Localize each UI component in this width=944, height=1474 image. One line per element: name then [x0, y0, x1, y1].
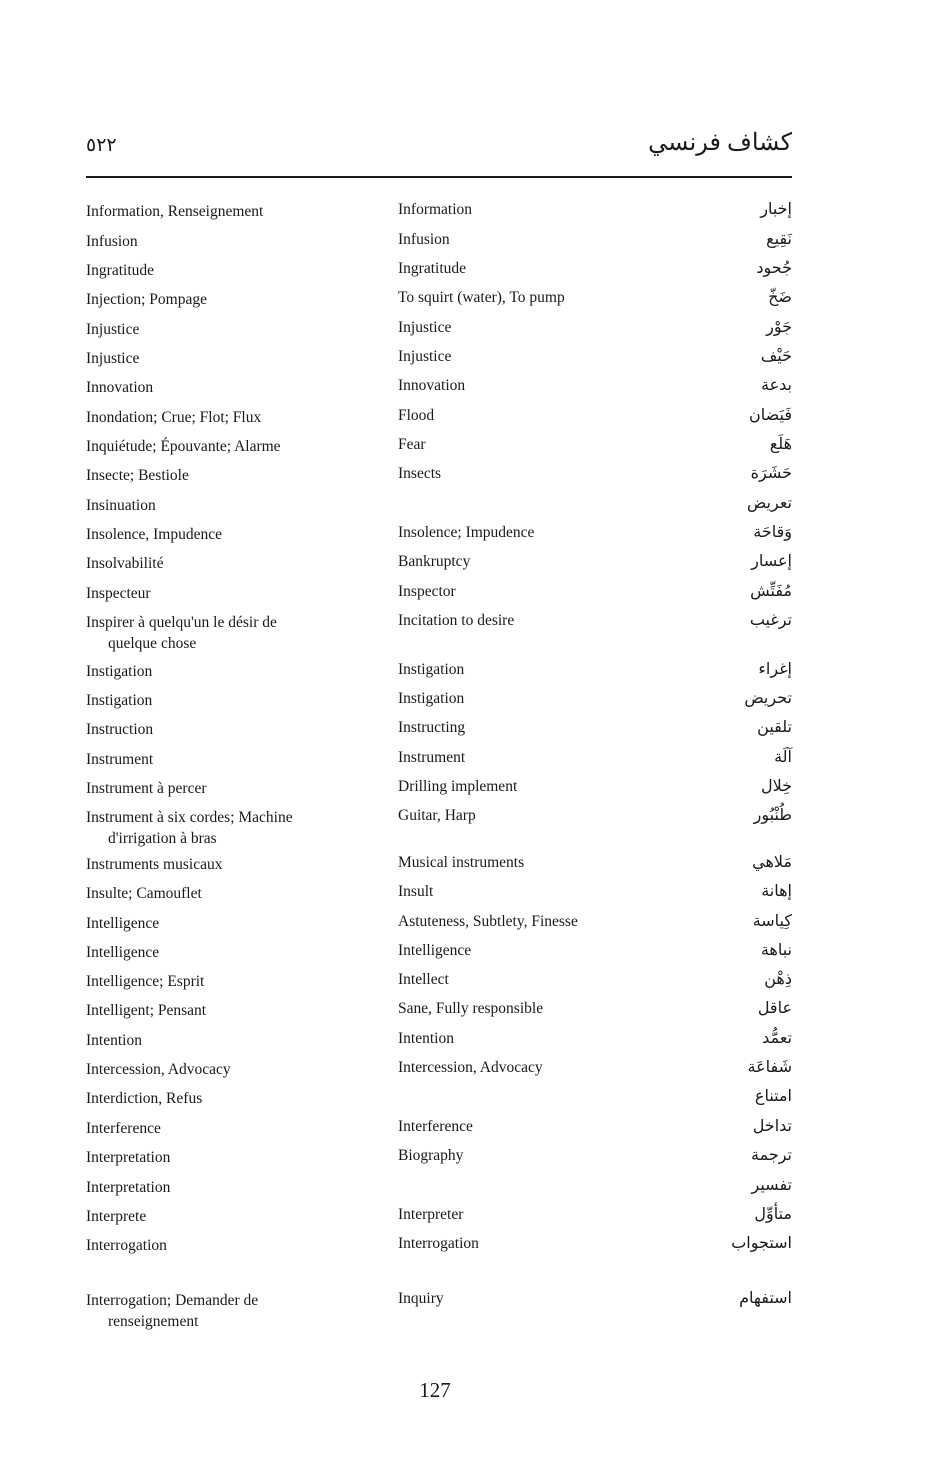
english-term: To squirt (water), To pump — [398, 289, 565, 306]
french-term — [86, 524, 366, 545]
arabic-term: وَقاحَة — [753, 522, 792, 541]
english-term: Injustice — [398, 319, 452, 336]
arabic-term: آلَة — [774, 747, 792, 766]
french-term — [86, 583, 366, 604]
arabic-term: جُحود — [756, 258, 792, 277]
french-term — [86, 201, 366, 222]
english-term: Biography — [398, 1147, 464, 1164]
french-term-line: Interpretation — [86, 1179, 171, 1196]
english-term: Instructing — [398, 719, 466, 736]
arabic-term: متأوِّل — [754, 1204, 792, 1223]
english-term: Interference — [398, 1118, 473, 1135]
english-term: Interpreter — [398, 1206, 464, 1223]
french-term-line: Inspirer à quelqu'un le désir de — [86, 614, 277, 631]
arabic-term: تعريض — [746, 493, 792, 512]
english-term: Injustice — [398, 348, 452, 365]
french-term-line: Insecte; Bestiole — [86, 467, 189, 484]
arabic-term: طُنْبُور — [753, 805, 792, 824]
french-term — [86, 465, 366, 486]
arabic-term: مُفَتِّش — [750, 581, 792, 600]
french-term — [86, 1290, 366, 1332]
french-term — [86, 612, 366, 654]
arabic-term: إهانة — [761, 881, 792, 900]
french-term-line: Instigation — [86, 663, 153, 680]
french-term-line: Intention — [86, 1032, 142, 1049]
french-term — [86, 1030, 366, 1051]
english-term: Sane, Fully responsible — [398, 1000, 544, 1017]
french-term — [86, 1059, 366, 1080]
french-term-line: Insinuation — [86, 497, 156, 514]
french-term — [86, 661, 366, 682]
english-term: Intention — [398, 1030, 454, 1047]
french-term-line: Instigation — [86, 692, 153, 709]
arabic-term: تداخل — [752, 1116, 792, 1135]
english-term: Bankruptcy — [398, 553, 471, 570]
arabic-term: خِلال — [760, 776, 792, 795]
english-term: Ingratitude — [398, 260, 467, 277]
english-term: Instrument — [398, 749, 466, 766]
arabic-term: حَشَرَة — [750, 463, 792, 482]
french-term — [86, 260, 366, 281]
french-term — [86, 553, 366, 574]
english-term: Inspector — [398, 583, 456, 600]
french-term-continuation: renseignement — [108, 1313, 199, 1330]
french-term-line: Insulte; Camouflet — [86, 885, 202, 902]
french-term — [86, 1000, 366, 1021]
french-term — [86, 495, 366, 516]
french-term-line: Interpretation — [86, 1149, 171, 1166]
french-term — [86, 749, 366, 770]
arabic-term: امتناع — [754, 1086, 792, 1105]
french-term — [86, 348, 366, 369]
english-term: Insult — [398, 883, 434, 900]
french-term — [86, 1206, 366, 1227]
arabic-term: إخبار — [760, 199, 792, 218]
english-term: Flood — [398, 407, 435, 424]
french-term — [86, 778, 366, 799]
french-term — [86, 1177, 366, 1198]
french-term-line: Instrument — [86, 751, 154, 768]
french-term-line: Innovation — [86, 379, 154, 396]
french-term-line: Interference — [86, 1120, 161, 1137]
english-term: Instigation — [398, 690, 465, 707]
english-term: Intellect — [398, 971, 449, 988]
french-term — [86, 1118, 366, 1139]
english-term: Interrogation — [398, 1235, 479, 1252]
arabic-term: ترغيب — [749, 610, 792, 629]
english-term: Infusion — [398, 231, 450, 248]
arabic-term: تحريض — [744, 688, 792, 707]
english-term: Insects — [398, 465, 442, 482]
french-term-line: Injustice — [86, 350, 140, 367]
french-term-line: Instrument à six cordes; Machine — [86, 809, 293, 826]
arabic-term: نَقِيع — [766, 229, 792, 248]
french-term — [86, 1235, 366, 1256]
english-term: Intelligence — [398, 942, 472, 959]
french-term-line: Injection; Pompage — [86, 291, 207, 308]
page-title: كشاف فرنسي — [648, 130, 792, 156]
english-term: Astuteness, Subtlety, Finesse — [398, 913, 578, 930]
french-term-line: Ingratitude — [86, 262, 155, 279]
french-term-line: Interrogation; Demander de — [86, 1292, 259, 1309]
french-term-line: Inondation; Crue; Flot; Flux — [86, 409, 262, 426]
french-term-line: Instruments musicaux — [86, 856, 223, 873]
page-number: 127 — [419, 1378, 451, 1402]
french-term — [86, 231, 366, 252]
french-term-line: Inquiétude; Épouvante; Alarme — [86, 438, 281, 455]
french-term-line: Instruction — [86, 721, 154, 738]
french-term — [86, 807, 366, 849]
french-term — [86, 854, 366, 875]
arabic-term: إغراء — [758, 659, 792, 678]
french-term-continuation: d'irrigation à bras — [108, 830, 217, 847]
french-term-line: Intercession, Advocacy — [86, 1061, 231, 1078]
french-term-continuation: quelque chose — [108, 635, 197, 652]
english-term: Insolence; Impudence — [398, 524, 535, 541]
french-term — [86, 436, 366, 457]
french-term-line: Instrument à percer — [86, 780, 207, 797]
french-term — [86, 1147, 366, 1168]
french-term-line: Interrogation — [86, 1237, 167, 1254]
french-term — [86, 913, 366, 934]
french-term-line: Inspecteur — [86, 585, 151, 602]
arabic-term: ترجمة — [751, 1145, 792, 1164]
arabic-term: تعمُّد — [762, 1028, 792, 1047]
french-term-line: Injustice — [86, 321, 140, 338]
french-term-line: Intelligence — [86, 944, 160, 961]
french-term-line: Interdiction, Refus — [86, 1090, 203, 1107]
french-term — [86, 883, 366, 904]
english-term: Incitation to desire — [398, 612, 515, 629]
french-term-line: Intelligent; Pensant — [86, 1002, 207, 1019]
french-term — [86, 690, 366, 711]
french-term-line: Interprete — [86, 1208, 147, 1225]
arabic-term: شَفاعَة — [747, 1057, 792, 1076]
arabic-term: عاقل — [757, 998, 792, 1017]
arabic-term: كِياسة — [752, 911, 792, 930]
english-term: Instigation — [398, 661, 465, 678]
english-term: Information — [398, 201, 473, 218]
arabic-term: استفهام — [739, 1288, 792, 1307]
french-term — [86, 942, 366, 963]
arabic-term: استجواب — [731, 1233, 792, 1252]
english-term: Intercession, Advocacy — [398, 1059, 543, 1076]
french-term — [86, 407, 366, 428]
arabic-term: هَلَع — [769, 434, 792, 453]
french-term-line: Insolence, Impudence — [86, 526, 222, 543]
header-divider — [86, 176, 792, 178]
french-term — [86, 971, 366, 992]
arabic-term: تفسير — [751, 1175, 792, 1194]
french-term — [86, 289, 366, 310]
french-term — [86, 319, 366, 340]
arabic-term: ذِهْن — [764, 969, 792, 988]
french-term — [86, 1088, 366, 1109]
arabic-term: بدعة — [761, 375, 792, 394]
english-term: Drilling implement — [398, 778, 518, 795]
french-term-line: Insolvabilité — [86, 555, 164, 572]
page-number-arabic: ٥٢٢ — [86, 135, 117, 156]
english-term: Guitar, Harp — [398, 807, 476, 824]
english-term: Musical instruments — [398, 854, 525, 871]
french-term-line: Intelligence — [86, 915, 160, 932]
french-term-line: Intelligence; Esprit — [86, 973, 205, 990]
french-term — [86, 377, 366, 398]
arabic-term: نباهة — [760, 940, 792, 959]
arabic-term: فَيَضان — [749, 405, 792, 424]
english-term: Innovation — [398, 377, 466, 394]
english-term: Fear — [398, 436, 426, 453]
arabic-term: مَلاهي — [752, 852, 792, 871]
arabic-term: ضَخّ — [768, 287, 792, 306]
french-term-line: Infusion — [86, 233, 138, 250]
french-term-line: Information, Renseignement — [86, 203, 264, 220]
french-term — [86, 719, 366, 740]
arabic-term: تلقين — [757, 717, 792, 736]
arabic-term: حَيْف — [760, 346, 792, 365]
arabic-term: جَوْر — [766, 317, 792, 336]
arabic-term: إعسار — [751, 551, 792, 570]
english-term: Inquiry — [398, 1290, 444, 1307]
